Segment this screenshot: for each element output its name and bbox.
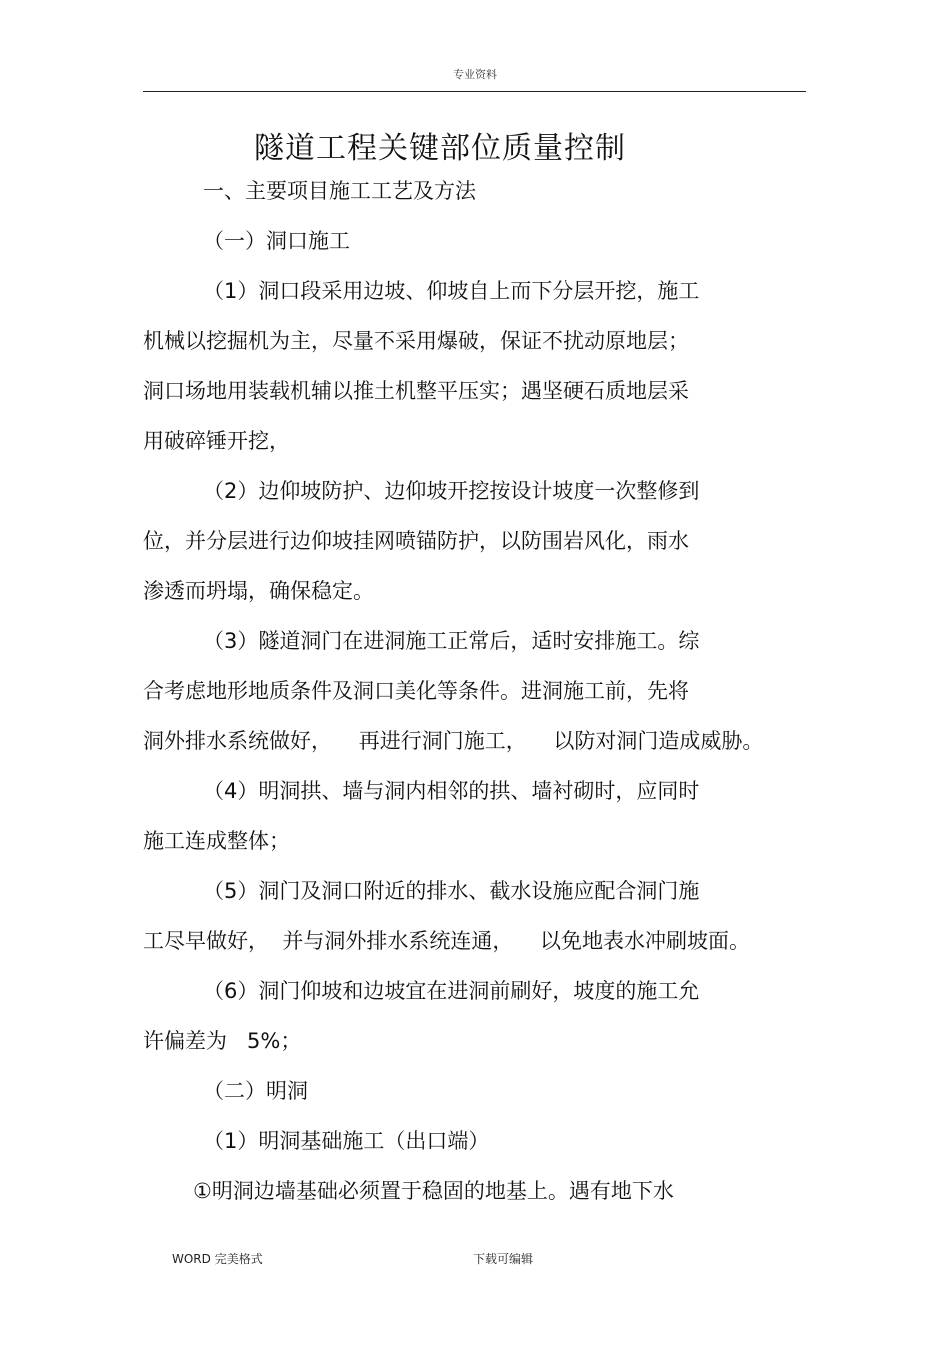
subheading-1: （一）洞口施工 bbox=[203, 229, 350, 253]
document-title: 隧道工程关键部位质量控制 bbox=[254, 131, 626, 166]
paragraph-line: 用破碎锤开挖， bbox=[143, 429, 290, 453]
paragraph-line: 施工连成整体； bbox=[143, 829, 290, 853]
paragraph-line: ①明洞边墙基础必须置于稳固的地基上。遇有地下水 bbox=[193, 1179, 674, 1203]
paragraph-line: （6）洞门仰坡和边坡宜在进洞前刷好，坡度的施工允 bbox=[203, 979, 700, 1003]
footer-left: WORD 完美格式 bbox=[172, 1252, 263, 1266]
paragraph-line: （5）洞门及洞口附近的排水、截水设施应配合洞门施 bbox=[203, 879, 700, 903]
paragraph-line: 洞外排水系统做好， 再进行洞门施工， 以防对洞门造成威胁。 bbox=[143, 729, 764, 753]
paragraph-line: 洞口场地用装载机辅以推土机整平压实；遇坚硬石质地层采 bbox=[143, 379, 689, 403]
paragraph-line: 渗透而坍塌，确保稳定。 bbox=[143, 579, 374, 603]
paragraph-line: （1）洞口段采用边坡、仰坡自上而下分层开挖，施工 bbox=[203, 279, 700, 303]
paragraph-line: （3）隧道洞门在进洞施工正常后，适时安排施工。综 bbox=[203, 629, 700, 653]
paragraph-line: （4）明洞拱、墙与洞内相邻的拱、墙衬砌时，应同时 bbox=[203, 779, 700, 803]
heading-1: 一、主要项目施工工艺及方法 bbox=[203, 179, 476, 203]
paragraph-line: 许偏差为 5%； bbox=[143, 1029, 302, 1053]
header-rule bbox=[143, 91, 806, 92]
paragraph-line: 机械以挖掘机为主，尽量不采用爆破，保证不扰动原地层； bbox=[143, 329, 689, 353]
paragraph-line: （1）明洞基础施工（出口端） bbox=[203, 1129, 490, 1153]
paragraph-line: （2）边仰坡防护、边仰坡开挖按设计坡度一次整修到 bbox=[203, 479, 700, 503]
page-header: 专业资料 bbox=[453, 68, 497, 81]
paragraph-line: 合考虑地形地质条件及洞口美化等条件。进洞施工前，先将 bbox=[143, 679, 689, 703]
subheading-2: （二）明洞 bbox=[203, 1079, 308, 1103]
paragraph-line: 工尽早做好， 并与洞外排水系统连通， 以免地表水冲刷坡面。 bbox=[143, 929, 751, 953]
paragraph-line: 位，并分层进行边仰坡挂网喷锚防护，以防围岩风化，雨水 bbox=[143, 529, 689, 553]
footer-right: 下载可编辑 bbox=[473, 1252, 534, 1266]
